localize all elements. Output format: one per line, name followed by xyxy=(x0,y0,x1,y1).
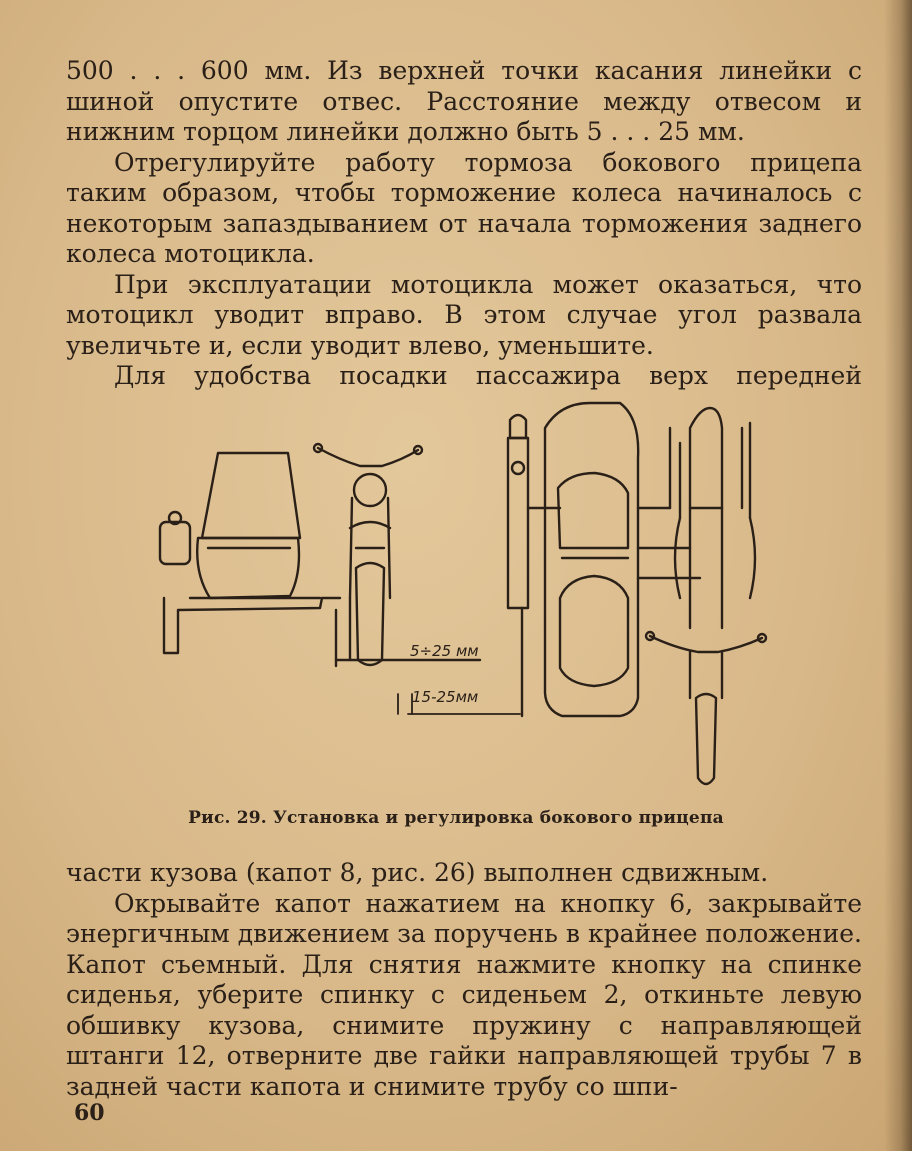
paragraph-hood: части кузова (капот 8, рис. 26) выполнен сдвижным. xyxy=(66,858,769,887)
dimension-label-large: 15-25мм xyxy=(412,688,479,706)
paragraph-passenger: Для удобства посадки пассажира верх передней xyxy=(114,361,862,390)
top-view-drawing xyxy=(508,403,766,784)
paragraph-hood-instructions: Окрывайте капот нажатием на кнопку 6, закрывайте энергичным движением за поручень в крайнее положение. Капот съемный. Для снятия нажмите кнопку на спинке сиденья, уберите спинку с сиденьем 2, откиньте левую обшивку кузова, снимите пружину с направляющей штанги 12, отверните две гайки направляющей трубы 7 в задней части капота и снимите трубу со шпи- xyxy=(66,888,862,1101)
dimension-label-small: 5÷25 мм xyxy=(410,642,479,660)
bottom-text-block xyxy=(66,858,862,1102)
rear-view-drawing xyxy=(160,444,480,666)
paragraph-continued: 500 . . . 600 мм. Из верхней точки касания линейки с шиной опустите отвес. Расстояние между отвесом и нижним торцом линейки должно быть 5 . . . 25 мм. xyxy=(66,56,862,146)
page-number: 60 xyxy=(74,1100,105,1126)
paragraph-camber: При эксплуатации мотоцикла может оказаться, что мотоцикл уводит вправо. В этом случае угол развала увеличьте и, если уводит влево, уменьшите. xyxy=(66,269,862,360)
figure-caption: Рис. 29. Установка и регулировка бокового прицепа xyxy=(188,808,724,828)
top-text-block xyxy=(66,56,862,392)
page-spine-shadow xyxy=(884,0,912,1151)
paragraph-brake: Отрегулируйте работу тормоза бокового прицепа таким образом, чтобы торможение колеса начиналось с некоторым запаздыванием от начала торможения заднего колеса мотоцикла. xyxy=(66,147,862,268)
figure-29-sidecar-diagram xyxy=(150,398,790,798)
